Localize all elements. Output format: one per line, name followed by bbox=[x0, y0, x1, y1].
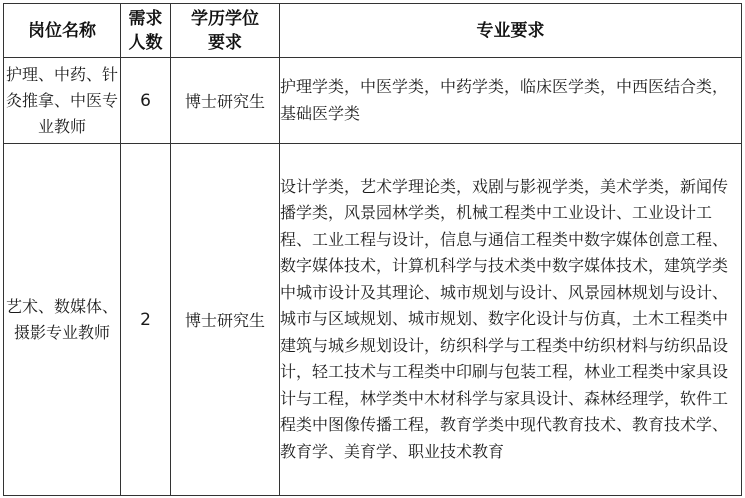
header-degree-requirement: 学历学位要求 bbox=[171, 4, 280, 58]
degree-requirement-cell: 博士研究生 bbox=[171, 144, 280, 496]
header-position-name: 岗位名称 bbox=[4, 4, 121, 58]
recruitment-table bbox=[3, 3, 742, 496]
table-row bbox=[4, 144, 742, 496]
degree-requirement-cell: 博士研究生 bbox=[171, 58, 280, 144]
position-name-cell: 护理、中药、针灸推拿、中医专业教师 bbox=[4, 58, 121, 144]
position-name-cell: 艺术、数媒体、摄影专业教师 bbox=[4, 144, 121, 496]
table-header-row bbox=[4, 4, 742, 58]
major-requirement-cell: 护理学类，中医学类，中药学类，临床医学类，中西医结合类，基础医学类 bbox=[280, 58, 742, 144]
header-demand-count: 需求人数 bbox=[121, 4, 171, 58]
major-requirement-cell: 设计学类，艺术学理论类，戏剧与影视学类，美术学类，新闻传播学类，风景园林学类，机械工程类中工业设计、工业设计工程、工业工程与设计，信息与通信工程类中数字媒体创意工程、数字媒体技术，计算机科学与技术类中数字媒体技术，建筑学类中城市设计及其理论、城市规划与设计、风景园林规划与设计、城市与区域规划、城市规划、数字化设计与仿真，土木工程类中建筑与城乡规划设计，纺织科学与工程类中纺织材料与纺织品设计，轻工技术与工程类中印刷与包装工程，林业工程类中家具设计与工程，林学类中木材科学与家具设计、森林经理学，软件工程类中图像传播工程，教育学类中现代教育技术、教育技术学、教育学、美育学、职业技术教育 bbox=[280, 144, 742, 496]
demand-count-cell: 6 bbox=[121, 58, 171, 144]
header-major-requirement: 专业要求 bbox=[280, 4, 742, 58]
demand-count-cell: 2 bbox=[121, 144, 171, 496]
table-row bbox=[4, 58, 742, 144]
